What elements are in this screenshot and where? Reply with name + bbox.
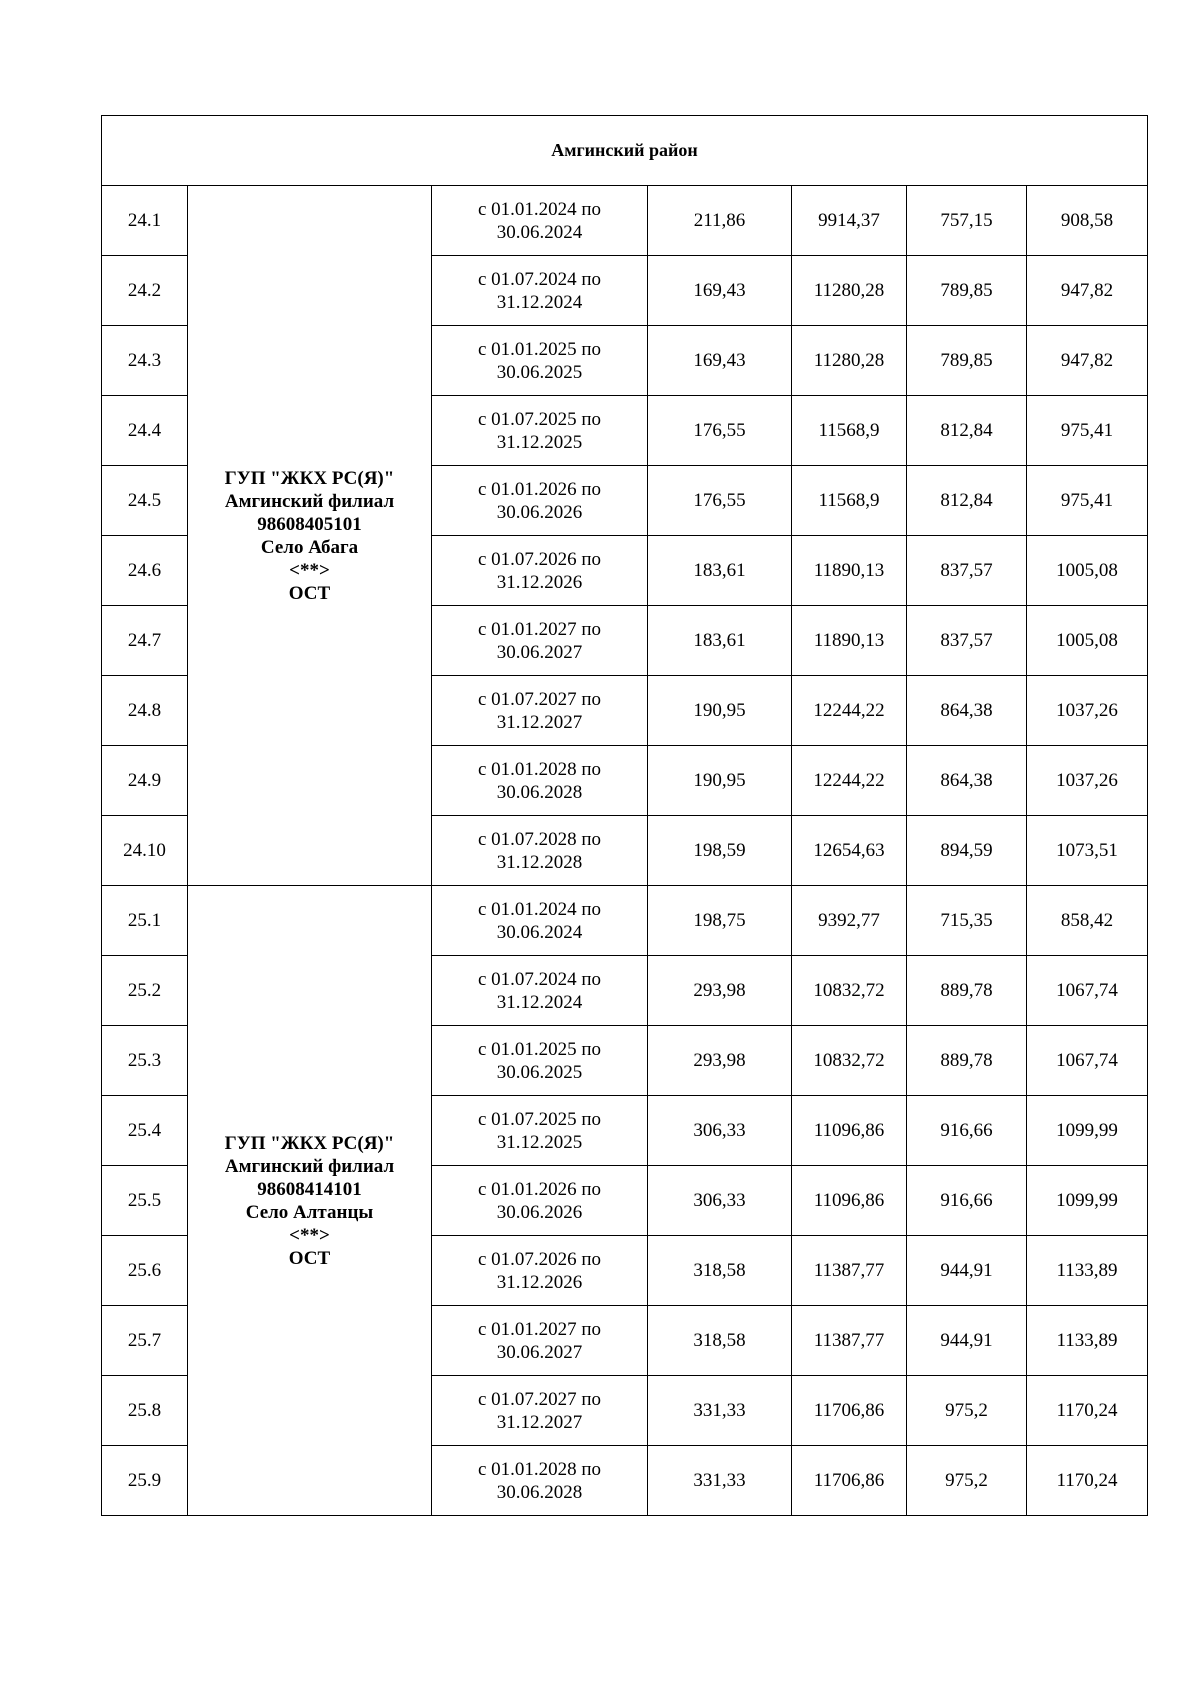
organization-line: Село Абага xyxy=(260,536,359,558)
period-cell xyxy=(432,186,648,256)
table-row xyxy=(102,886,1148,956)
period-line: с 01.01.2024 по xyxy=(477,198,602,220)
row-number: 24.4 xyxy=(102,396,188,466)
value-cell-3: 889,78 xyxy=(907,956,1027,1026)
value-cell-2: 10832,72 xyxy=(792,956,907,1026)
row-number: 24.1 xyxy=(102,186,188,256)
value-cell-4: 1133,89 xyxy=(1027,1306,1148,1376)
value-cell-1: 293,98 xyxy=(648,956,792,1026)
value-cell-1: 318,58 xyxy=(648,1306,792,1376)
district-header-row xyxy=(102,116,1148,186)
value-cell-4: 1037,26 xyxy=(1027,676,1148,746)
row-number: 24.5 xyxy=(102,466,188,536)
value-cell-1: 198,75 xyxy=(648,886,792,956)
value-cell-4: 1005,08 xyxy=(1027,536,1148,606)
value-cell-2: 11568,9 xyxy=(792,396,907,466)
organization-line: ОСТ xyxy=(288,1247,331,1269)
value-cell-4: 908,58 xyxy=(1027,186,1148,256)
value-cell-3: 975,2 xyxy=(907,1376,1027,1446)
organization-cell xyxy=(188,886,432,1516)
value-cell-1: 176,55 xyxy=(648,466,792,536)
value-cell-2: 9392,77 xyxy=(792,886,907,956)
value-cell-2: 11280,28 xyxy=(792,326,907,396)
period-line: 30.06.2028 xyxy=(496,781,583,803)
row-number: 25.1 xyxy=(102,886,188,956)
value-cell-1: 183,61 xyxy=(648,536,792,606)
period-line: 31.12.2024 xyxy=(496,291,583,313)
row-number: 25.5 xyxy=(102,1166,188,1236)
value-cell-1: 198,59 xyxy=(648,816,792,886)
value-cell-1: 306,33 xyxy=(648,1166,792,1236)
value-cell-1: 190,95 xyxy=(648,746,792,816)
period-line: 31.12.2026 xyxy=(496,1271,583,1293)
value-cell-1: 318,58 xyxy=(648,1236,792,1306)
period-line: 31.12.2024 xyxy=(496,991,583,1013)
period-line: 31.12.2025 xyxy=(496,1131,583,1153)
row-number: 24.9 xyxy=(102,746,188,816)
period-line: с 01.01.2028 по xyxy=(477,1458,602,1480)
period-line: 30.06.2026 xyxy=(496,501,583,523)
period-cell xyxy=(432,536,648,606)
period-line: 31.12.2025 xyxy=(496,431,583,453)
value-cell-2: 10832,72 xyxy=(792,1026,907,1096)
value-cell-3: 916,66 xyxy=(907,1096,1027,1166)
value-cell-4: 1067,74 xyxy=(1027,1026,1148,1096)
row-number: 25.7 xyxy=(102,1306,188,1376)
organization-line: <**> xyxy=(289,559,330,581)
value-cell-2: 11568,9 xyxy=(792,466,907,536)
value-cell-4: 1099,99 xyxy=(1027,1166,1148,1236)
value-cell-3: 944,91 xyxy=(907,1306,1027,1376)
period-cell xyxy=(432,956,648,1026)
period-cell xyxy=(432,466,648,536)
value-cell-4: 1170,24 xyxy=(1027,1376,1148,1446)
value-cell-3: 837,57 xyxy=(907,536,1027,606)
value-cell-3: 757,15 xyxy=(907,186,1027,256)
value-cell-2: 11096,86 xyxy=(792,1166,907,1236)
organization-line: ГУП "ЖКХ РС(Я)" xyxy=(224,467,395,489)
value-cell-3: 789,85 xyxy=(907,326,1027,396)
value-cell-4: 1099,99 xyxy=(1027,1096,1148,1166)
table-row xyxy=(102,186,1148,256)
period-line: с 01.01.2025 по xyxy=(477,1038,602,1060)
period-line: с 01.01.2026 по xyxy=(477,478,602,500)
row-number: 25.4 xyxy=(102,1096,188,1166)
value-cell-3: 944,91 xyxy=(907,1236,1027,1306)
row-number: 25.3 xyxy=(102,1026,188,1096)
period-line: с 01.01.2024 по xyxy=(477,898,602,920)
period-line: с 01.07.2024 по xyxy=(477,268,602,290)
period-line: с 01.07.2026 по xyxy=(477,1248,602,1270)
value-cell-3: 975,2 xyxy=(907,1446,1027,1516)
value-cell-2: 11890,13 xyxy=(792,536,907,606)
period-line: 31.12.2028 xyxy=(496,851,583,873)
organization-cell xyxy=(188,186,432,886)
row-number: 24.6 xyxy=(102,536,188,606)
period-line: 30.06.2027 xyxy=(496,641,583,663)
organization-line: ОСТ xyxy=(288,582,331,604)
value-cell-4: 1005,08 xyxy=(1027,606,1148,676)
district-title: Амгинский район xyxy=(102,116,1148,186)
value-cell-3: 889,78 xyxy=(907,1026,1027,1096)
organization-line: 98608405101 xyxy=(257,513,362,535)
period-line: 30.06.2026 xyxy=(496,1201,583,1223)
value-cell-2: 12654,63 xyxy=(792,816,907,886)
organization-line: Село Алтанцы xyxy=(245,1201,374,1223)
period-cell xyxy=(432,746,648,816)
period-line: с 01.07.2024 по xyxy=(477,968,602,990)
value-cell-1: 176,55 xyxy=(648,396,792,466)
value-cell-1: 183,61 xyxy=(648,606,792,676)
period-line: с 01.01.2026 по xyxy=(477,1178,602,1200)
value-cell-3: 864,38 xyxy=(907,746,1027,816)
value-cell-4: 947,82 xyxy=(1027,326,1148,396)
row-number: 25.9 xyxy=(102,1446,188,1516)
period-line: с 01.01.2027 по xyxy=(477,1318,602,1340)
period-line: 30.06.2025 xyxy=(496,361,583,383)
value-cell-3: 916,66 xyxy=(907,1166,1027,1236)
row-number: 24.2 xyxy=(102,256,188,326)
table-body xyxy=(102,116,1148,1516)
period-line: 31.12.2026 xyxy=(496,571,583,593)
period-cell xyxy=(432,1236,648,1306)
value-cell-1: 331,33 xyxy=(648,1376,792,1446)
period-line: с 01.07.2028 по xyxy=(477,828,602,850)
period-cell xyxy=(432,256,648,326)
period-line: с 01.01.2028 по xyxy=(477,758,602,780)
value-cell-1: 306,33 xyxy=(648,1096,792,1166)
period-cell xyxy=(432,1026,648,1096)
period-line: с 01.07.2027 по xyxy=(477,1388,602,1410)
value-cell-2: 11706,86 xyxy=(792,1376,907,1446)
value-cell-3: 715,35 xyxy=(907,886,1027,956)
row-number: 25.2 xyxy=(102,956,188,1026)
row-number: 24.8 xyxy=(102,676,188,746)
period-line: с 01.07.2027 по xyxy=(477,688,602,710)
value-cell-2: 11096,86 xyxy=(792,1096,907,1166)
value-cell-3: 864,38 xyxy=(907,676,1027,746)
period-cell xyxy=(432,886,648,956)
row-number: 25.8 xyxy=(102,1376,188,1446)
value-cell-2: 12244,22 xyxy=(792,746,907,816)
period-cell xyxy=(432,396,648,466)
period-line: 30.06.2024 xyxy=(496,221,583,243)
value-cell-4: 1133,89 xyxy=(1027,1236,1148,1306)
period-line: 31.12.2027 xyxy=(496,711,583,733)
organization-line: <**> xyxy=(289,1224,330,1246)
value-cell-2: 12244,22 xyxy=(792,676,907,746)
row-number: 24.10 xyxy=(102,816,188,886)
period-cell xyxy=(432,676,648,746)
period-line: 30.06.2028 xyxy=(496,1481,583,1503)
value-cell-1: 211,86 xyxy=(648,186,792,256)
organization-line: Амгинский филиал xyxy=(224,1155,395,1177)
value-cell-1: 190,95 xyxy=(648,676,792,746)
period-cell xyxy=(432,816,648,886)
period-line: с 01.07.2025 по xyxy=(477,1108,602,1130)
period-cell xyxy=(432,606,648,676)
value-cell-4: 975,41 xyxy=(1027,466,1148,536)
value-cell-1: 169,43 xyxy=(648,326,792,396)
period-line: 30.06.2025 xyxy=(496,1061,583,1083)
period-cell xyxy=(432,1446,648,1516)
value-cell-1: 293,98 xyxy=(648,1026,792,1096)
organization-line: ГУП "ЖКХ РС(Я)" xyxy=(224,1132,395,1154)
period-cell xyxy=(432,1096,648,1166)
period-line: с 01.07.2025 по xyxy=(477,408,602,430)
value-cell-4: 1067,74 xyxy=(1027,956,1148,1026)
value-cell-2: 11280,28 xyxy=(792,256,907,326)
value-cell-4: 1170,24 xyxy=(1027,1446,1148,1516)
value-cell-2: 11706,86 xyxy=(792,1446,907,1516)
value-cell-4: 1073,51 xyxy=(1027,816,1148,886)
value-cell-3: 789,85 xyxy=(907,256,1027,326)
value-cell-3: 812,84 xyxy=(907,466,1027,536)
period-line: с 01.01.2025 по xyxy=(477,338,602,360)
organization-line: 98608414101 xyxy=(257,1178,362,1200)
period-cell xyxy=(432,1376,648,1446)
value-cell-2: 11890,13 xyxy=(792,606,907,676)
period-line: 30.06.2024 xyxy=(496,921,583,943)
value-cell-1: 169,43 xyxy=(648,256,792,326)
value-cell-2: 11387,77 xyxy=(792,1306,907,1376)
organization-line: Амгинский филиал xyxy=(224,490,395,512)
value-cell-2: 11387,77 xyxy=(792,1236,907,1306)
tariff-table xyxy=(101,115,1148,1516)
period-line: 30.06.2027 xyxy=(496,1341,583,1363)
period-cell xyxy=(432,326,648,396)
period-line: 31.12.2027 xyxy=(496,1411,583,1433)
value-cell-4: 1037,26 xyxy=(1027,746,1148,816)
value-cell-4: 975,41 xyxy=(1027,396,1148,466)
row-number: 24.3 xyxy=(102,326,188,396)
period-cell xyxy=(432,1306,648,1376)
value-cell-3: 812,84 xyxy=(907,396,1027,466)
value-cell-3: 837,57 xyxy=(907,606,1027,676)
row-number: 25.6 xyxy=(102,1236,188,1306)
value-cell-4: 858,42 xyxy=(1027,886,1148,956)
value-cell-3: 894,59 xyxy=(907,816,1027,886)
period-line: с 01.07.2026 по xyxy=(477,548,602,570)
period-line: с 01.01.2027 по xyxy=(477,618,602,640)
value-cell-4: 947,82 xyxy=(1027,256,1148,326)
value-cell-1: 331,33 xyxy=(648,1446,792,1516)
row-number: 24.7 xyxy=(102,606,188,676)
period-cell xyxy=(432,1166,648,1236)
value-cell-2: 9914,37 xyxy=(792,186,907,256)
